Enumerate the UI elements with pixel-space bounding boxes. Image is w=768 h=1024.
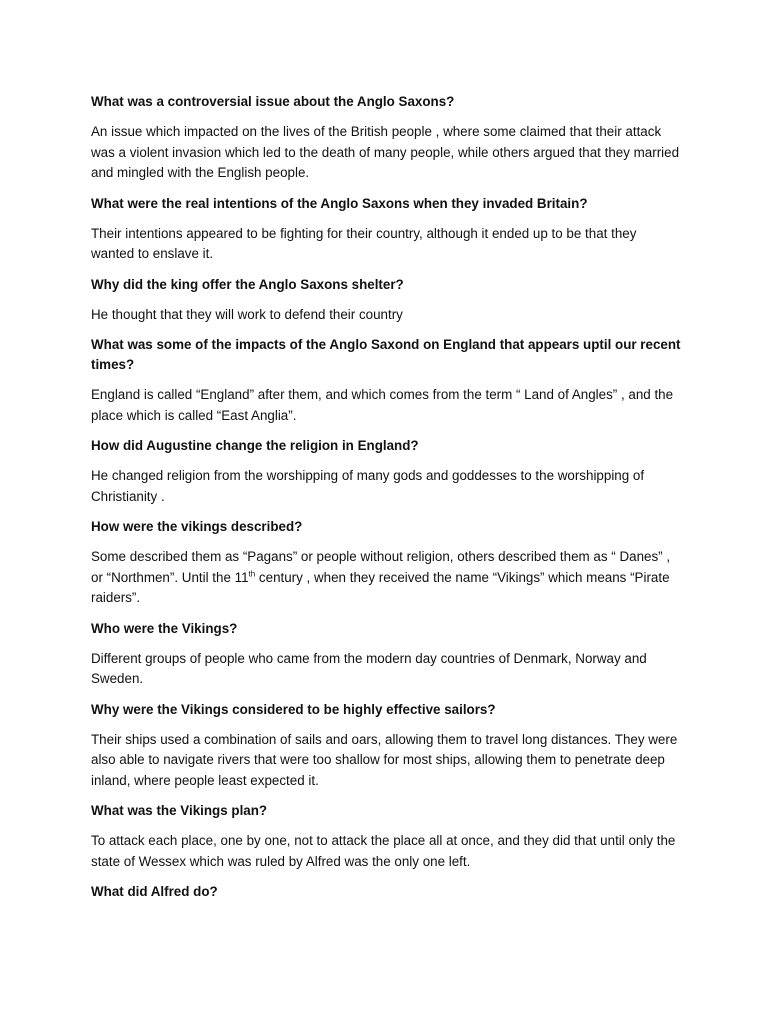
answer-2: Their intentions appeared to be fighting for their country, although it ended up to be that they wanted to enslave it. <box>91 225 637 261</box>
question-8: Why were the Vikings considered to be highly effective sailors? <box>91 701 496 717</box>
question-5: How did Augustine change the religion in England? <box>91 438 419 453</box>
answer-5: He changed religion from the worshipping of many gods and goddesses to the worshipping of Christianity . <box>91 468 645 504</box>
answer-6-text-end: century , when they received the name “Vikings” which means “Pirate raiders”. <box>91 569 670 605</box>
question-7: Who were the Vikings? <box>91 620 238 636</box>
answer-6 <box>91 547 681 609</box>
question-9: What was the Vikings plan? <box>91 803 268 818</box>
document-body <box>91 92 681 912</box>
question-2: What were the real intentions of the Anglo Saxons when they invaded Britain? <box>91 195 588 211</box>
answer-8: Their ships used a combination of sails and oars, allowing them to travel long distances. They were also able to navigate rivers that were too shallow for most ships, allowing them to penetrate deep inland, where people least expected it. <box>91 731 678 788</box>
answer-1: An issue which impacted on the lives of the British people , where some claimed that their attack was a violent invasion which led to the death of many people, while others argued that they married and mingled with the English people. <box>91 124 680 180</box>
question-6: How were the vikings described? <box>91 519 303 534</box>
answer-3: He thought that they will work to defend their country <box>91 306 403 322</box>
question-4: What was some of the impacts of the Anglo Saxond on England that appears uptil our recent times? <box>91 337 681 372</box>
answer-9: To attack each place, one by one, not to attack the place all at once, and they did that until only the state of Wessex which was ruled by Alfred was the only one left. <box>91 833 676 869</box>
question-1: What was a controversial issue about the Anglo Saxons? <box>91 94 455 109</box>
answer-7: Different groups of people who came from the modern day countries of Denmark, Norway and Sweden. <box>91 650 647 686</box>
answer-6-superscript: th <box>248 569 256 579</box>
question-3: Why did the king offer the Anglo Saxons shelter? <box>91 276 404 292</box>
answer-4: England is called “England” after them, and which comes from the term “ Land of Angles” , and the place which is called “East Anglia”. <box>91 387 674 423</box>
question-10: What did Alfred do? <box>91 884 218 899</box>
answer-6-text-start: Some described them as “Pagans” or people without religion, others described them as “ Danes” , or “Northmen”. Until the 11 <box>91 549 671 585</box>
